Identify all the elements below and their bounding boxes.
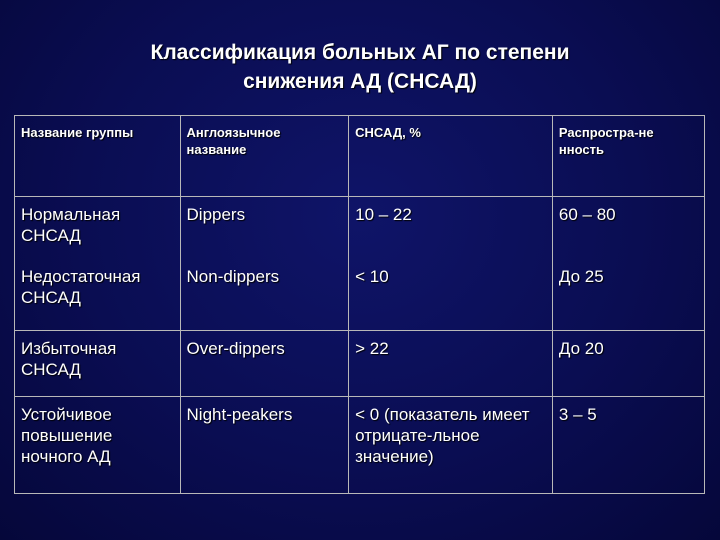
table-row	[15, 331, 705, 397]
title-line-2: снижения АД (СНСАД)	[243, 70, 477, 93]
english-non-dippers: Non-dippers	[186, 267, 280, 286]
cell-snsad	[349, 197, 553, 331]
cell-prevalence	[552, 197, 704, 331]
header-prevalence: Распростра-не нность	[552, 116, 704, 197]
cell-group	[15, 197, 181, 331]
header-snsad: СНСАД, %	[349, 116, 553, 197]
prevalence-non-dippers: До 25	[558, 267, 604, 286]
snsad-dippers: 10 – 22	[355, 205, 412, 224]
cell-group: Устойчивое повышение ночного АД	[15, 397, 181, 494]
classification-table	[14, 115, 705, 494]
table-row	[15, 197, 705, 331]
cell-snsad: > 22	[349, 331, 553, 397]
title-line-1: Классификация больных АГ по степени	[150, 41, 570, 64]
english-dippers: Dippers	[186, 205, 246, 224]
cell-english	[180, 197, 349, 331]
header-english-name: Англоязычное название	[180, 116, 349, 197]
cell-prevalence: 3 – 5	[552, 397, 704, 494]
header-group-name: Название группы	[15, 116, 181, 197]
cell-group: Избыточная СНСАД	[15, 331, 181, 397]
cell-english: Over-dippers	[180, 331, 349, 397]
cell-english: Night-peakers	[180, 397, 349, 494]
table-header-row	[15, 116, 705, 197]
group-normal: Нормальная СНСАД	[21, 205, 121, 245]
group-insufficient: Недостаточная СНСАД	[21, 267, 141, 307]
cell-snsad: < 0 (показатель имеет отрицате-льное значение)	[349, 397, 553, 494]
snsad-non-dippers: < 10	[355, 267, 389, 286]
prevalence-dippers: 60 – 80	[558, 205, 616, 224]
page-title	[0, 38, 720, 96]
cell-prevalence: До 20	[552, 331, 704, 397]
table-row	[15, 397, 705, 494]
